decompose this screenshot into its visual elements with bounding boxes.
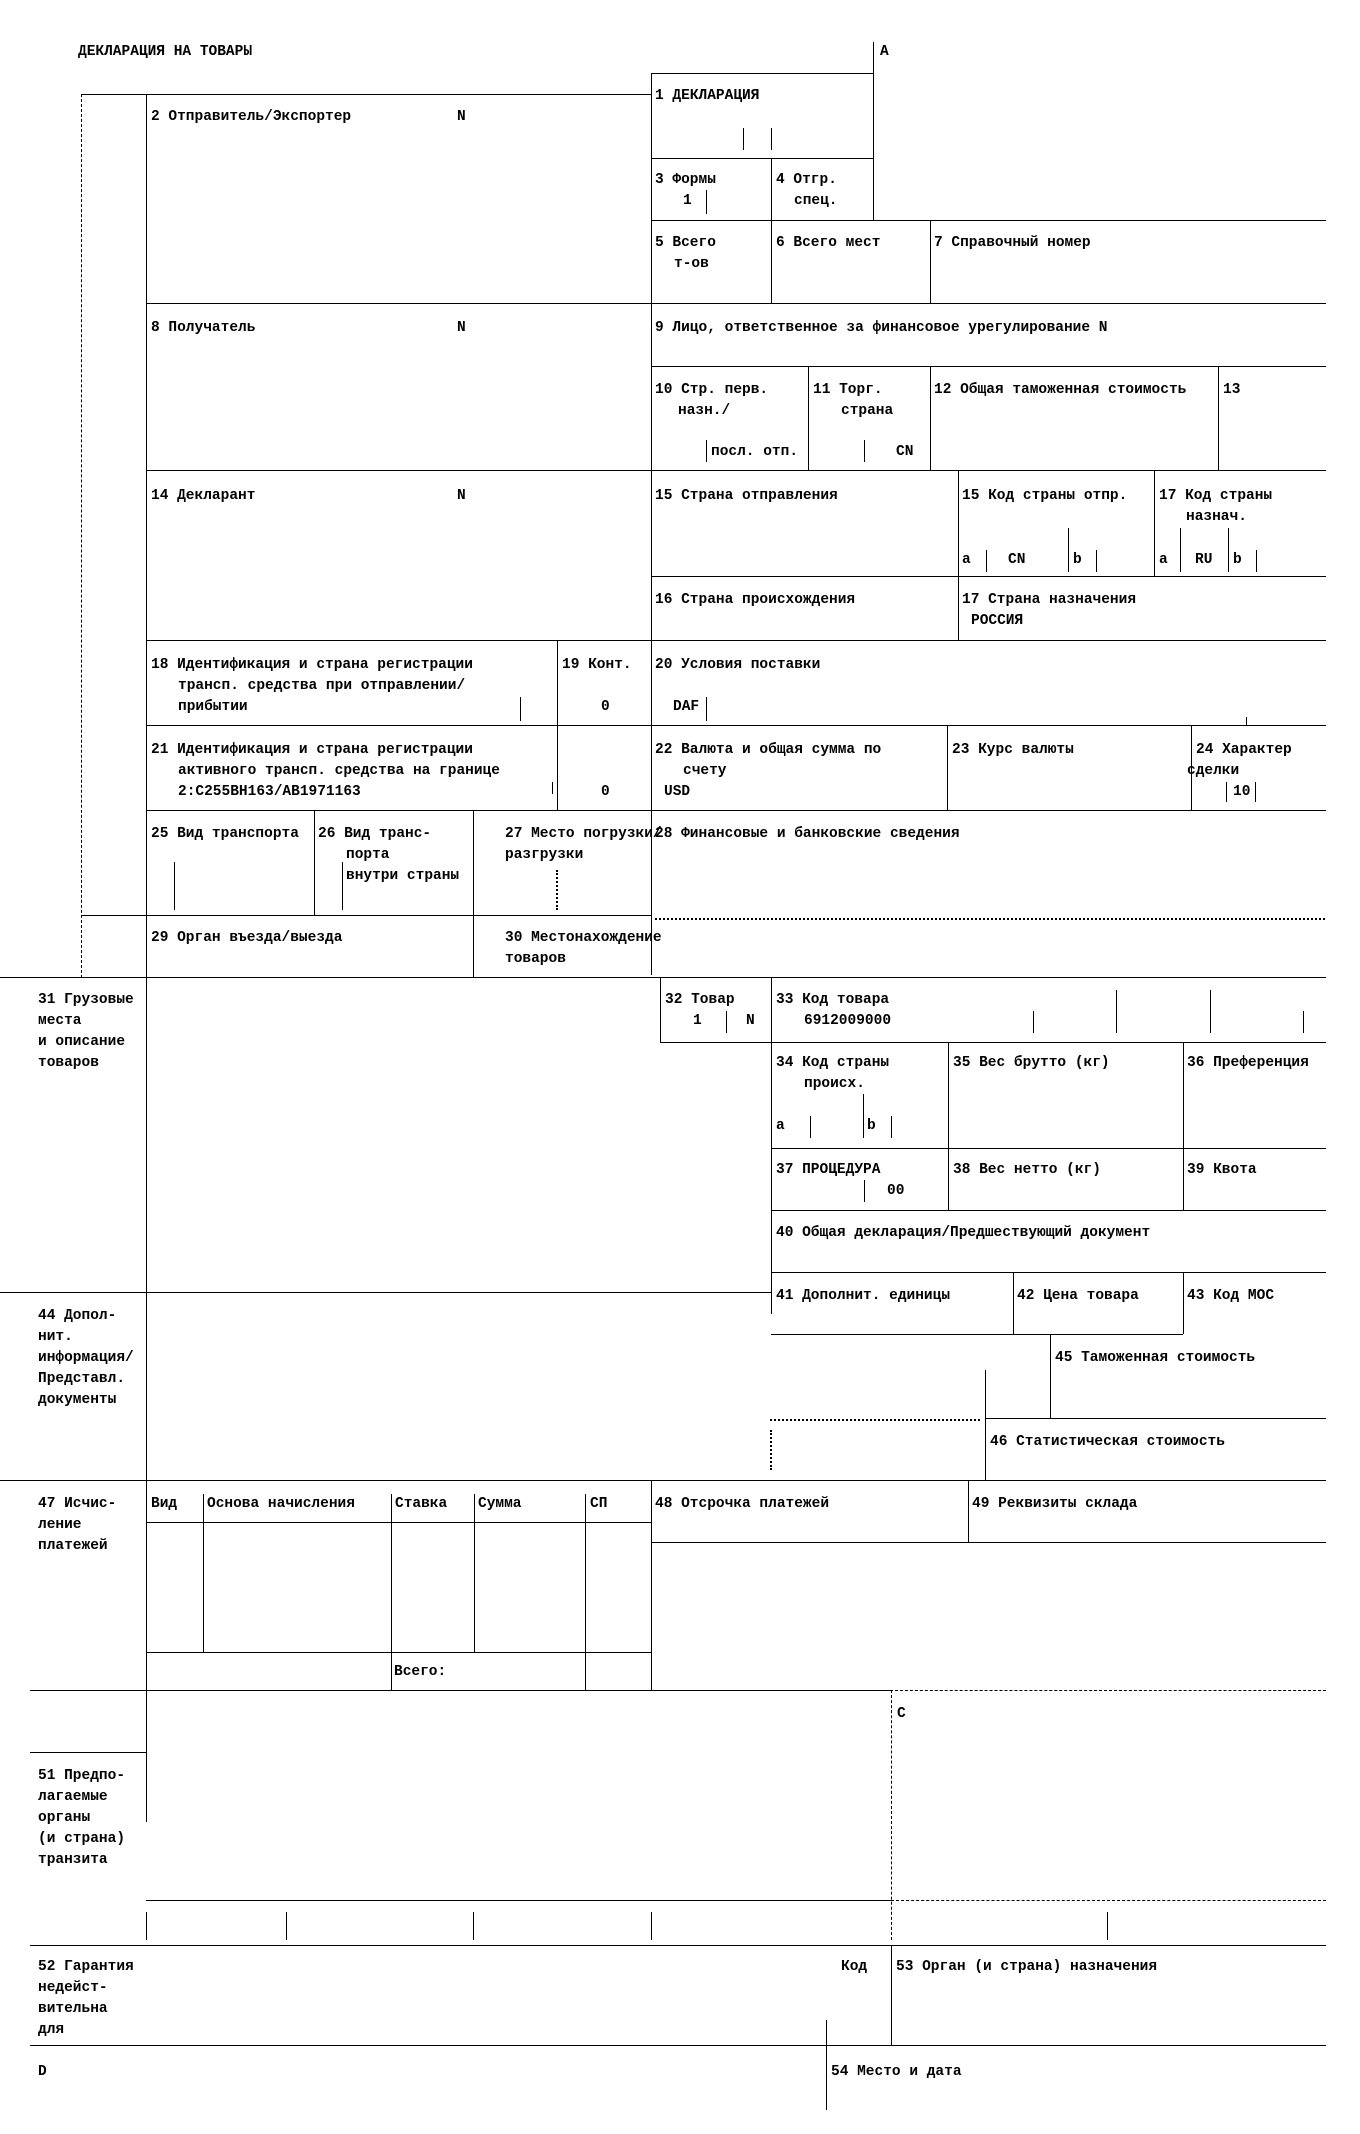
box-15a-label: 15 Код страны отпр. [962, 488, 1128, 504]
box-18-label-3: прибытии [178, 699, 248, 715]
rule [30, 1752, 146, 1753]
box-52-label-1: 52 Гарантия [38, 1959, 134, 1975]
rule [985, 1370, 986, 1480]
rule [808, 366, 809, 470]
box-15a-value: CN [1008, 552, 1026, 568]
box-19-value: 0 [601, 699, 610, 715]
payments-col-type: Вид [151, 1496, 178, 1512]
rule [726, 1011, 727, 1033]
box-30-label-2: товаров [505, 951, 566, 967]
code-label: Код [841, 1959, 868, 1975]
box-51-label-5: транзита [38, 1852, 108, 1868]
payments-col-base: Основа начисления [207, 1496, 355, 1512]
rule [520, 697, 521, 721]
payments-col-amount: Сумма [478, 1496, 522, 1512]
corner-d-label: D [38, 2064, 47, 2080]
box-7-label: 7 Справочный номер [934, 235, 1091, 251]
box-27-label: 27 Место погрузки/ [505, 826, 662, 842]
rule [1228, 528, 1229, 572]
box-44-label-3: информация/ [38, 1350, 134, 1366]
box-8-label: 8 Получатель [151, 320, 256, 336]
rule [146, 1522, 651, 1523]
rule [890, 1690, 1326, 1691]
box-51-label-2: лагаемые [38, 1789, 108, 1805]
box-21-container-value: 0 [601, 784, 610, 800]
rule [556, 870, 558, 910]
rule [863, 1094, 864, 1138]
rule [864, 1180, 865, 1202]
rule [771, 158, 772, 303]
box-21-value: 2:C255BH163/AB1971163 [178, 784, 361, 800]
rule [891, 1116, 892, 1138]
rule [770, 1430, 772, 1470]
rule [1256, 550, 1257, 572]
box-17-label: 17 Страна назначения [962, 592, 1137, 608]
rule [473, 810, 474, 915]
rule [146, 303, 1326, 304]
box-14-label: 14 Декларант [151, 488, 256, 504]
box-11-label-2: страна [841, 403, 894, 419]
rule [146, 94, 147, 978]
rule [473, 1912, 474, 1940]
rule [81, 915, 651, 916]
payments-col-rate: Ставка [395, 1496, 448, 1512]
box-30-label: 30 Местонахождение [505, 930, 662, 946]
rule [826, 2020, 827, 2110]
rule [891, 1945, 892, 2045]
rule [1303, 1011, 1304, 1033]
box-12-label: 12 Общая таможенная стоимость [934, 382, 1187, 398]
rule [1183, 1042, 1184, 1210]
rule [146, 1652, 651, 1653]
box-15-label: 15 Страна отправления [655, 488, 838, 504]
rule [1226, 782, 1227, 802]
box-54-label: 54 Место и дата [831, 2064, 962, 2080]
rule [1255, 782, 1256, 802]
box-22-label: 22 Валюта и общая сумма по [655, 742, 882, 758]
rule [1050, 1334, 1051, 1418]
rule [706, 440, 707, 462]
rule [930, 220, 931, 303]
box-51-label-1: 51 Предпо- [38, 1768, 126, 1784]
rule [770, 1419, 980, 1421]
box-21-label: 21 Идентификация и страна регистрации [151, 742, 473, 758]
box-20-label: 20 Условия поставки [655, 657, 821, 673]
box-39-label: 39 Квота [1187, 1162, 1257, 1178]
rule [146, 1912, 147, 1940]
box-47-label-1: 47 Исчис- [38, 1496, 117, 1512]
rule [1210, 990, 1211, 1033]
box-3-label: 3 Формы [655, 172, 716, 188]
rule [146, 977, 147, 1822]
rule [1033, 1011, 1034, 1033]
box-33-label: 33 Код товара [776, 992, 890, 1008]
box-32-value: 1 [693, 1013, 702, 1029]
rule [930, 366, 931, 470]
rule [0, 977, 1326, 978]
rule [651, 1542, 1326, 1543]
box-2-n: N [457, 109, 466, 125]
box-34-a: a [776, 1118, 785, 1134]
rule [651, 1480, 652, 1690]
rule [651, 366, 1326, 367]
rule [146, 470, 1326, 471]
box-33-value: 6912009000 [804, 1013, 892, 1029]
box-38-label: 38 Вес нетто (кг) [953, 1162, 1101, 1178]
box-36-label: 36 Преференция [1187, 1055, 1309, 1071]
box-51-label-3: органы [38, 1810, 91, 1826]
rule [557, 725, 558, 810]
box-31-label-4: товаров [38, 1055, 99, 1071]
box-44-label-2: нит. [38, 1329, 73, 1345]
box-22-label-2: счету [683, 763, 727, 779]
box-9-label: 9 Лицо, ответственное за финансовое урегулирование N [655, 320, 1108, 336]
rule [146, 640, 1326, 641]
rule [771, 977, 772, 1314]
box-51-label-4: (и страна) [38, 1831, 126, 1847]
rule [1218, 366, 1219, 470]
box-44-label-1: 44 Допол- [38, 1308, 117, 1324]
box-42-label: 42 Цена товара [1017, 1288, 1139, 1304]
box-21-label-2: активного трансп. средства на границе [178, 763, 500, 779]
rule [651, 158, 873, 159]
box-15a-b: b [1073, 552, 1082, 568]
box-6-label: 6 Всего мест [776, 235, 881, 251]
rule [771, 1272, 1326, 1273]
box-17a-label-2: назнач. [1186, 509, 1247, 525]
rule [864, 440, 865, 462]
rule [651, 220, 1326, 221]
box-23-label: 23 Курс валюты [952, 742, 1074, 758]
box-32-label: 32 Товар [665, 992, 735, 1008]
box-22-value: USD [664, 784, 691, 800]
rule [1180, 528, 1181, 572]
box-48-label: 48 Отсрочка платежей [655, 1496, 830, 1512]
rule [771, 1334, 1183, 1335]
box-26-label-2: порта [346, 847, 390, 863]
box-11-label: 11 Торг. [813, 382, 883, 398]
box-13-label: 13 [1223, 382, 1241, 398]
box-31-label-3: и описание [38, 1034, 126, 1050]
rule [391, 1494, 392, 1690]
rule [1183, 1272, 1184, 1334]
box-15a-a: a [962, 552, 971, 568]
box-49-label: 49 Реквизиты склада [972, 1496, 1138, 1512]
box-14-n: N [457, 488, 466, 504]
box-47-label-3: платежей [38, 1538, 108, 1554]
box-4-label-2: спец. [794, 193, 838, 209]
box-19-label: 19 Конт. [562, 657, 632, 673]
rule [0, 1480, 1326, 1481]
rule [1068, 528, 1069, 572]
rule [473, 915, 474, 977]
rule [771, 1210, 1326, 1211]
box-4-label: 4 Отгр. [776, 172, 837, 188]
corner-c-label: C [897, 1706, 906, 1722]
box-34-b: b [867, 1118, 876, 1134]
rule [958, 470, 959, 640]
box-27-label-2: разгрузки [505, 847, 584, 863]
rule [891, 1900, 1326, 1901]
rule [771, 128, 772, 150]
rule [810, 1116, 811, 1138]
rule [146, 725, 1326, 726]
rule [1013, 1272, 1014, 1334]
box-52-label-2: недейст- [38, 1980, 108, 1996]
rule [947, 725, 948, 810]
box-5-label: 5 Всего [655, 235, 716, 251]
rule [771, 1148, 1326, 1149]
box-10-label: 10 Стр. перв. [655, 382, 769, 398]
box-35-label: 35 Вес брутто (кг) [953, 1055, 1110, 1071]
rule [203, 1494, 204, 1652]
rule [985, 1418, 1326, 1419]
rule [706, 697, 707, 721]
box-26-label: 26 Вид транс- [318, 826, 432, 842]
rule [174, 862, 175, 910]
box-52-label-3: вительна [38, 2001, 108, 2017]
rule [651, 576, 1326, 577]
rule [948, 1042, 949, 1210]
box-45-label: 45 Таможенная стоимость [1055, 1350, 1256, 1366]
rule [968, 1480, 969, 1542]
box-16-label: 16 Страна происхождения [655, 592, 856, 608]
box-37-label: 37 ПРОЦЕДУРА [776, 1162, 881, 1178]
box-5-label-2: т-ов [674, 256, 709, 272]
rule [891, 1690, 892, 1940]
box-1-label: 1 ДЕКЛАРАЦИЯ [655, 88, 760, 104]
box-52-label-4: для [38, 2022, 65, 2038]
rule [660, 1042, 771, 1043]
rule [30, 1690, 890, 1691]
rule [706, 190, 707, 214]
rule [30, 2045, 1326, 2046]
rule [660, 977, 661, 1042]
rule [771, 1042, 1326, 1043]
rule [585, 1494, 586, 1690]
box-24-value: 10 [1233, 784, 1251, 800]
box-25-label: 25 Вид транспорта [151, 826, 299, 842]
box-47-label-2: ление [38, 1517, 82, 1533]
rule [342, 862, 343, 910]
rule [314, 810, 315, 915]
rule [81, 94, 82, 978]
box-46-label: 46 Статистическая стоимость [990, 1434, 1225, 1450]
rule [651, 73, 873, 74]
box-44-label-5: документы [38, 1392, 117, 1408]
rule [30, 1945, 1326, 1946]
box-26-label-3: внутри страны [346, 868, 460, 884]
box-37-value: 00 [887, 1183, 905, 1199]
box-53-label: 53 Орган (и страна) назначения [896, 1959, 1158, 1975]
box-32-n: N [746, 1013, 755, 1029]
form-title: ДЕКЛАРАЦИЯ НА ТОВАРЫ [78, 44, 253, 60]
box-11-value: CN [896, 444, 914, 460]
box-40-label: 40 Общая декларация/Предшествующий документ [776, 1225, 1151, 1241]
rule [743, 128, 744, 150]
box-24-label-2: сделки [1187, 763, 1240, 779]
rule [655, 918, 1325, 920]
rule [474, 1494, 475, 1652]
box-17a-value: RU [1195, 552, 1213, 568]
box-31-label-1: 31 Грузовые [38, 992, 134, 1008]
box-31-label-2: места [38, 1013, 82, 1029]
rule [0, 1292, 771, 1293]
payments-col-sp: СП [590, 1496, 608, 1512]
box-24-label: 24 Характер [1196, 742, 1292, 758]
box-29-label: 29 Орган въезда/выезда [151, 930, 343, 946]
box-44-label-4: Представл. [38, 1371, 126, 1387]
rule [286, 1912, 287, 1940]
rule [986, 550, 987, 572]
rule [552, 782, 553, 794]
rule [1096, 550, 1097, 572]
box-18-label: 18 Идентификация и страна регистрации [151, 657, 473, 673]
rule [146, 810, 1326, 811]
box-34-label-2: происх. [804, 1076, 865, 1092]
rule [651, 1912, 652, 1940]
box-43-label: 43 Код МОС [1187, 1288, 1275, 1304]
corner-a-label: A [880, 44, 889, 60]
rule [557, 640, 558, 725]
rule [1154, 470, 1155, 576]
rule [1116, 990, 1117, 1033]
box-10-label-3: посл. отп. [711, 444, 799, 460]
box-41-label: 41 Дополнит. единицы [776, 1288, 951, 1304]
rule [81, 94, 651, 95]
box-3-value: 1 [683, 193, 692, 209]
box-17a-b: b [1233, 552, 1242, 568]
box-28-label: 28 Финансовые и банковские сведения [655, 826, 960, 842]
payments-total: Всего: [394, 1664, 447, 1680]
box-18-label-2: трансп. средства при отправлении/ [178, 678, 466, 694]
box-17-value: РОССИЯ [971, 613, 1024, 629]
rule [1246, 717, 1247, 725]
box-17a-a: a [1159, 552, 1168, 568]
rule [146, 1900, 891, 1901]
box-8-n: N [457, 320, 466, 336]
box-34-label: 34 Код страны [776, 1055, 890, 1071]
rule [873, 42, 874, 220]
box-2-label: 2 Отправитель/Экспортер [151, 109, 352, 125]
box-20-value: DAF [673, 699, 700, 715]
box-10-label-2: назн./ [678, 403, 731, 419]
rule [1107, 1912, 1108, 1940]
box-17a-label: 17 Код страны [1159, 488, 1273, 504]
